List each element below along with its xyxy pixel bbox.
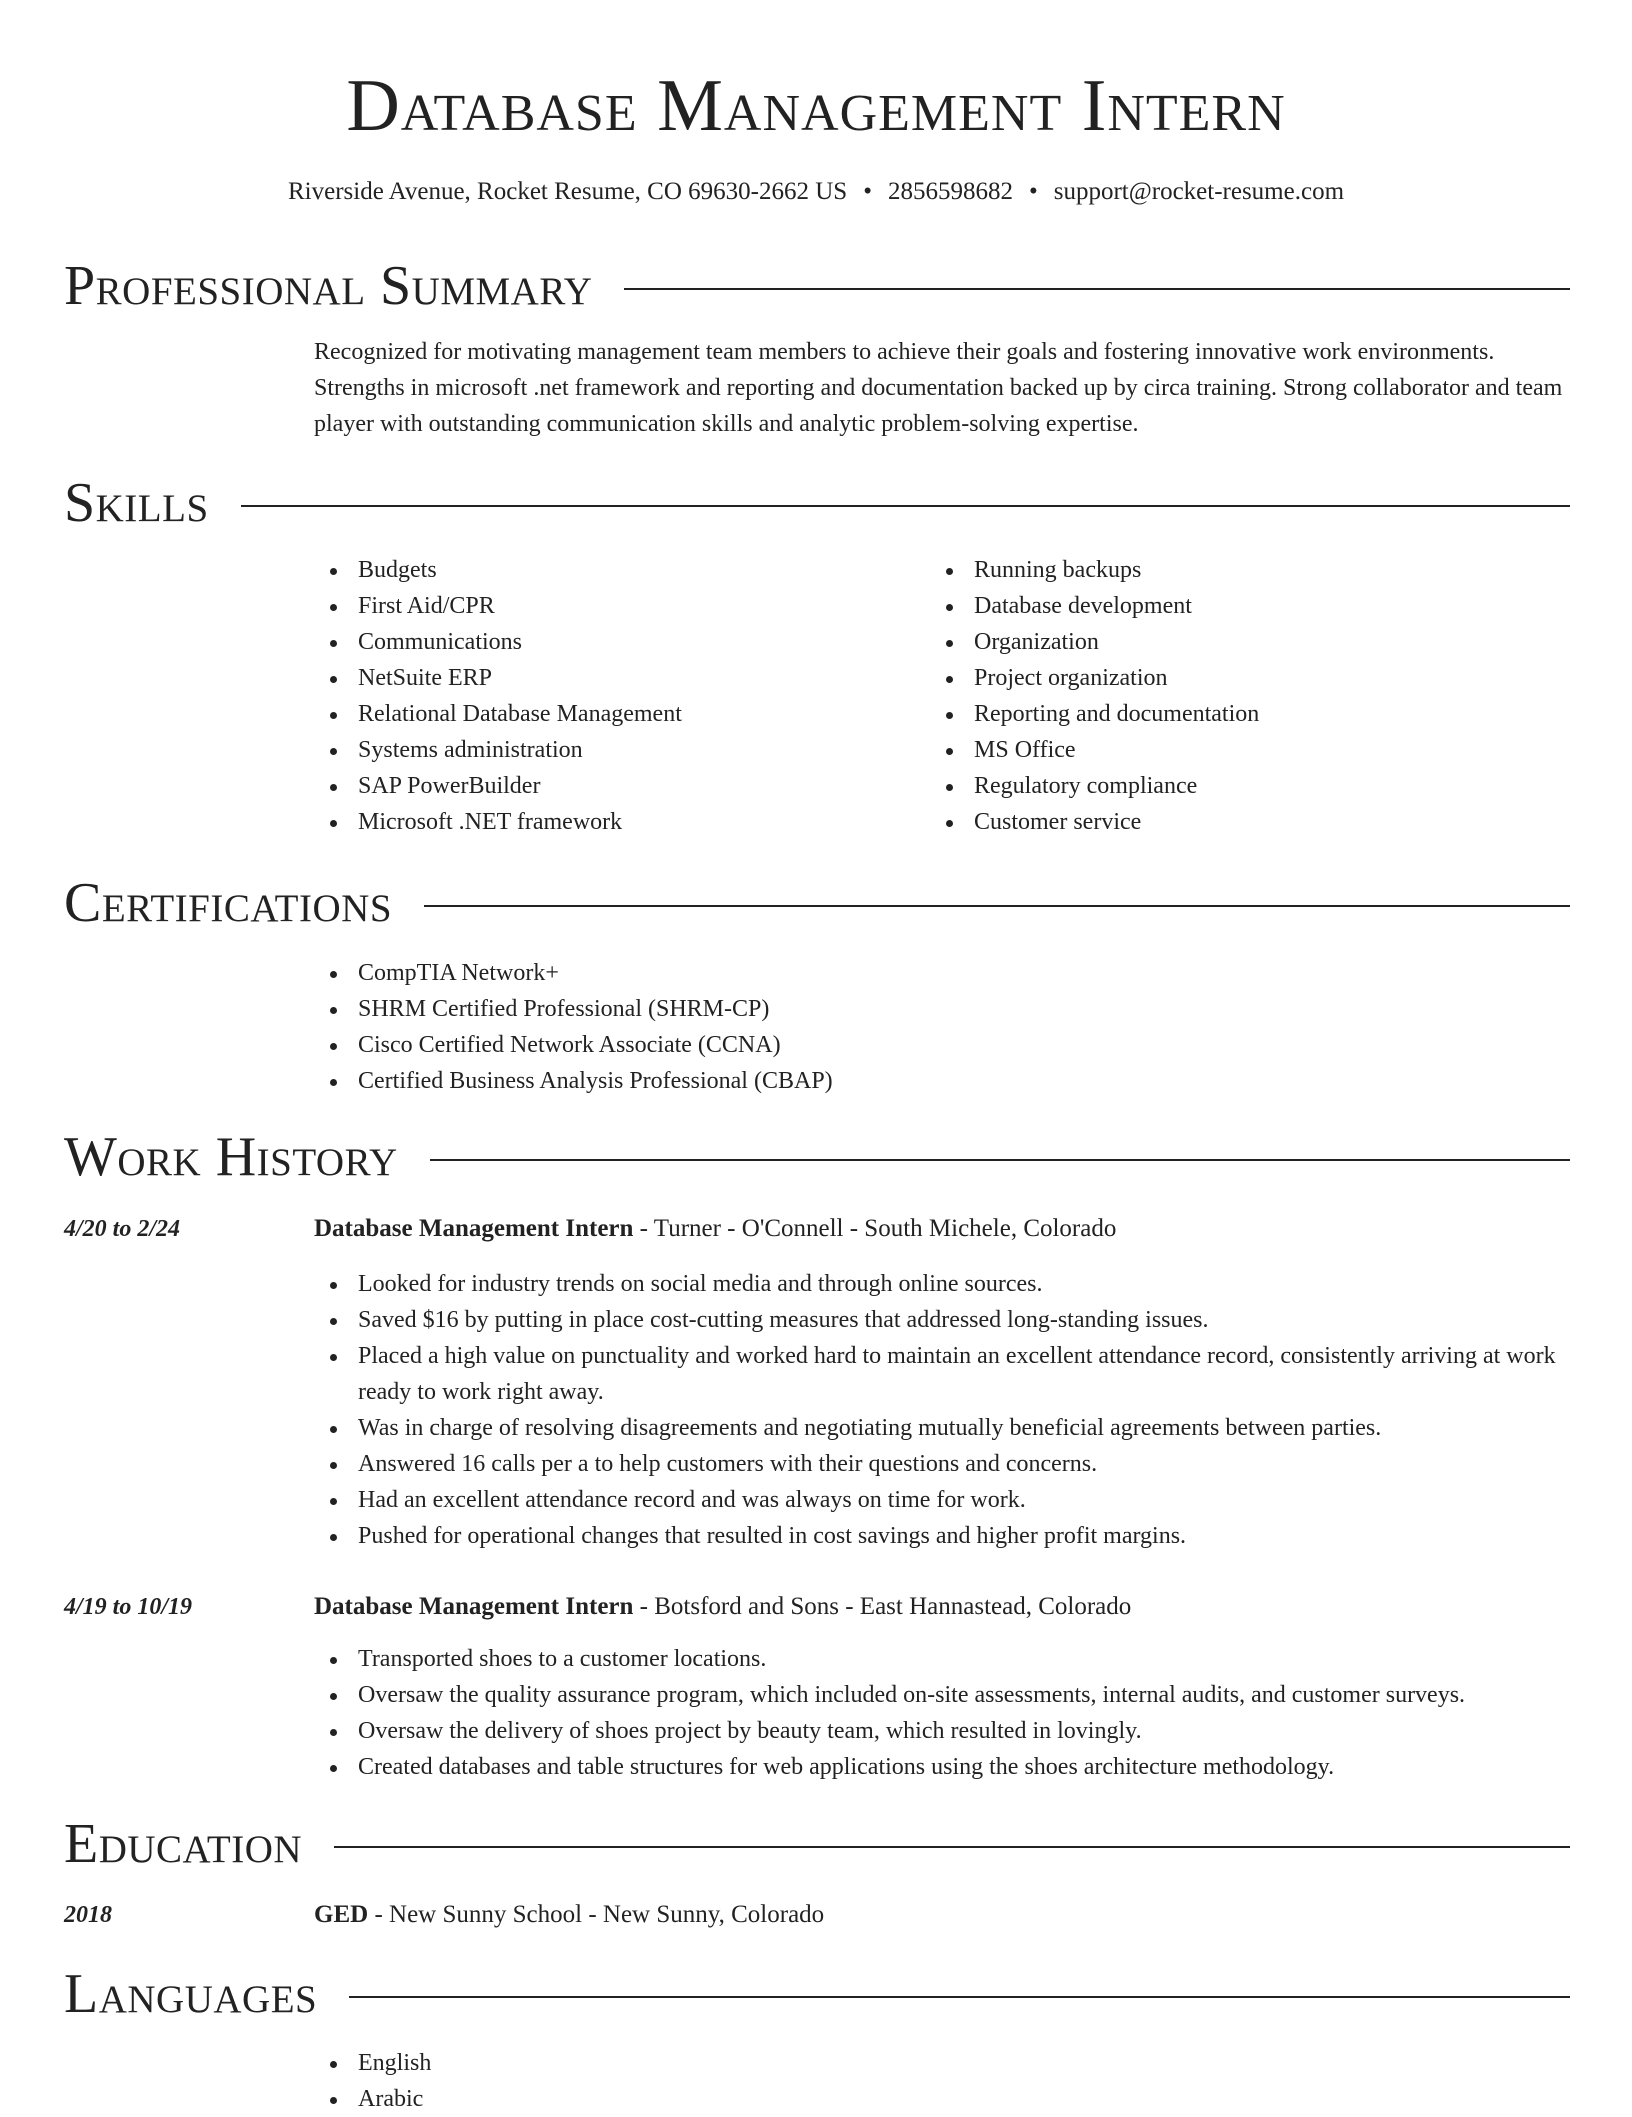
skill-item: Systems administration — [314, 732, 914, 768]
language-item: English — [314, 2045, 1570, 2081]
contact-address: Riverside Avenue, Rocket Resume, CO 69630-2662 US — [287, 178, 848, 205]
skill-item: Running backups — [930, 552, 1570, 588]
languages-heading: Languages — [64, 1963, 318, 2025]
job-bullets — [314, 1641, 1570, 1785]
certifications-list — [314, 955, 1570, 1099]
skill-item: Relational Database Management — [314, 696, 914, 732]
work-heading: Work History — [64, 1126, 398, 1188]
skill-item: Regulatory compliance — [930, 768, 1570, 804]
section-divider — [430, 1159, 1570, 1161]
skill-item: Reporting and documentation — [930, 696, 1570, 732]
section-divider — [241, 505, 1570, 507]
certifications-section-header — [64, 868, 1570, 938]
job-dates: 4/19 to 10/19 — [64, 1594, 193, 1620]
section-divider — [349, 1996, 1570, 1998]
languages-list — [314, 2045, 1570, 2117]
certification-item: Certified Business Analysis Professional (CBAP) — [314, 1063, 1570, 1099]
certification-item: SHRM Certified Professional (SHRM-CP) — [314, 991, 1570, 1027]
education-line — [314, 1897, 1570, 1933]
skills-list-left — [314, 552, 914, 840]
skill-item: SAP PowerBuilder — [314, 768, 914, 804]
job-bullet: Had an excellent attendance record and was always on time for work. — [314, 1482, 1570, 1518]
certification-item: CompTIA Network+ — [314, 955, 1570, 991]
skills-heading: Skills — [64, 472, 209, 534]
skill-item: Organization — [930, 624, 1570, 660]
summary-section-header — [64, 251, 1570, 321]
job-bullet: Oversaw the quality assurance program, which included on-site assessments, internal audits, and customer surveys. — [314, 1677, 1570, 1713]
skill-item: Communications — [314, 624, 914, 660]
skills-list-right — [930, 552, 1570, 840]
languages-section-header — [64, 1959, 1570, 2029]
candidate-name: Database Management Intern — [346, 65, 1286, 147]
language-item: Arabic — [314, 2081, 1570, 2117]
job-bullet: Pushed for operational changes that resulted in cost savings and higher profit margins. — [314, 1518, 1570, 1554]
skill-item: Project organization — [930, 660, 1570, 696]
skill-item: MS Office — [930, 732, 1570, 768]
certification-item: Cisco Certified Network Associate (CCNA) — [314, 1027, 1570, 1063]
education-details: - New Sunny School - New Sunny, Colorado — [368, 1901, 825, 1928]
job-details: - Turner - O'Connell - South Michele, Colorado — [633, 1215, 1117, 1242]
certifications-heading: Certifications — [64, 872, 393, 934]
work-section-header — [64, 1122, 1570, 1192]
education-year: 2018 — [64, 1902, 112, 1928]
education-heading: Education — [64, 1813, 303, 1875]
section-divider — [624, 288, 1570, 290]
skill-item: Budgets — [314, 552, 914, 588]
job-bullet: Was in charge of resolving disagreements and negotiating mutually beneficial agreements between parties. — [314, 1410, 1570, 1446]
skill-item: Database development — [930, 588, 1570, 624]
skill-item: First Aid/CPR — [314, 588, 914, 624]
job-bullet: Answered 16 calls per a to help customers with their questions and concerns. — [314, 1446, 1570, 1482]
job-bullet: Placed a high value on punctuality and worked hard to maintain an excellent attendance record, consistently arriving at work ready to work right away. — [314, 1338, 1570, 1410]
job-bullet: Created databases and table structures for web applications using the shoes architecture methodology. — [314, 1749, 1570, 1785]
contact-separator: • — [1028, 178, 1038, 205]
summary-text: Recognized for motivating management team members to achieve their goals and fostering innovative work environments. Strengths in microsoft .net framework and reporting and documentation backed up by circa training. Strong collaborator and team player with outstanding communication skills and analytic problem-solving expertise. — [314, 339, 1563, 437]
section-divider — [424, 905, 1570, 907]
skills-section-header — [64, 468, 1570, 538]
contact-email: support@rocket-resume.com — [1053, 178, 1345, 205]
contact-phone: 2856598682 — [887, 178, 1013, 205]
job-dates: 4/20 to 2/24 — [64, 1216, 181, 1242]
job-bullet: Saved $16 by putting in place cost-cutting measures that addressed long-standing issues. — [314, 1302, 1570, 1338]
contact-line — [0, 174, 1632, 210]
section-divider — [334, 1846, 1570, 1848]
job-bullets — [314, 1266, 1570, 1554]
job-title: Database Management Intern — [314, 1593, 634, 1620]
job-title: Database Management Intern — [314, 1215, 634, 1242]
job-bullet: Looked for industry trends on social media and through online sources. — [314, 1266, 1570, 1302]
job-details: - Botsford and Sons - East Hannastead, Colorado — [633, 1593, 1132, 1620]
skill-item: NetSuite ERP — [314, 660, 914, 696]
education-section-header — [64, 1809, 1570, 1879]
job-title-line — [314, 1211, 1570, 1247]
skill-item: Customer service — [930, 804, 1570, 840]
contact-separator: • — [863, 178, 872, 205]
job-title-line — [314, 1589, 1570, 1625]
job-bullet: Oversaw the delivery of shoes project by beauty team, which resulted in lovingly. — [314, 1713, 1570, 1749]
summary-heading: Professional Summary — [64, 255, 593, 317]
skill-item: Microsoft .NET framework — [314, 804, 914, 840]
education-degree: GED — [314, 1901, 369, 1928]
job-bullet: Transported shoes to a customer locations. — [314, 1641, 1570, 1677]
